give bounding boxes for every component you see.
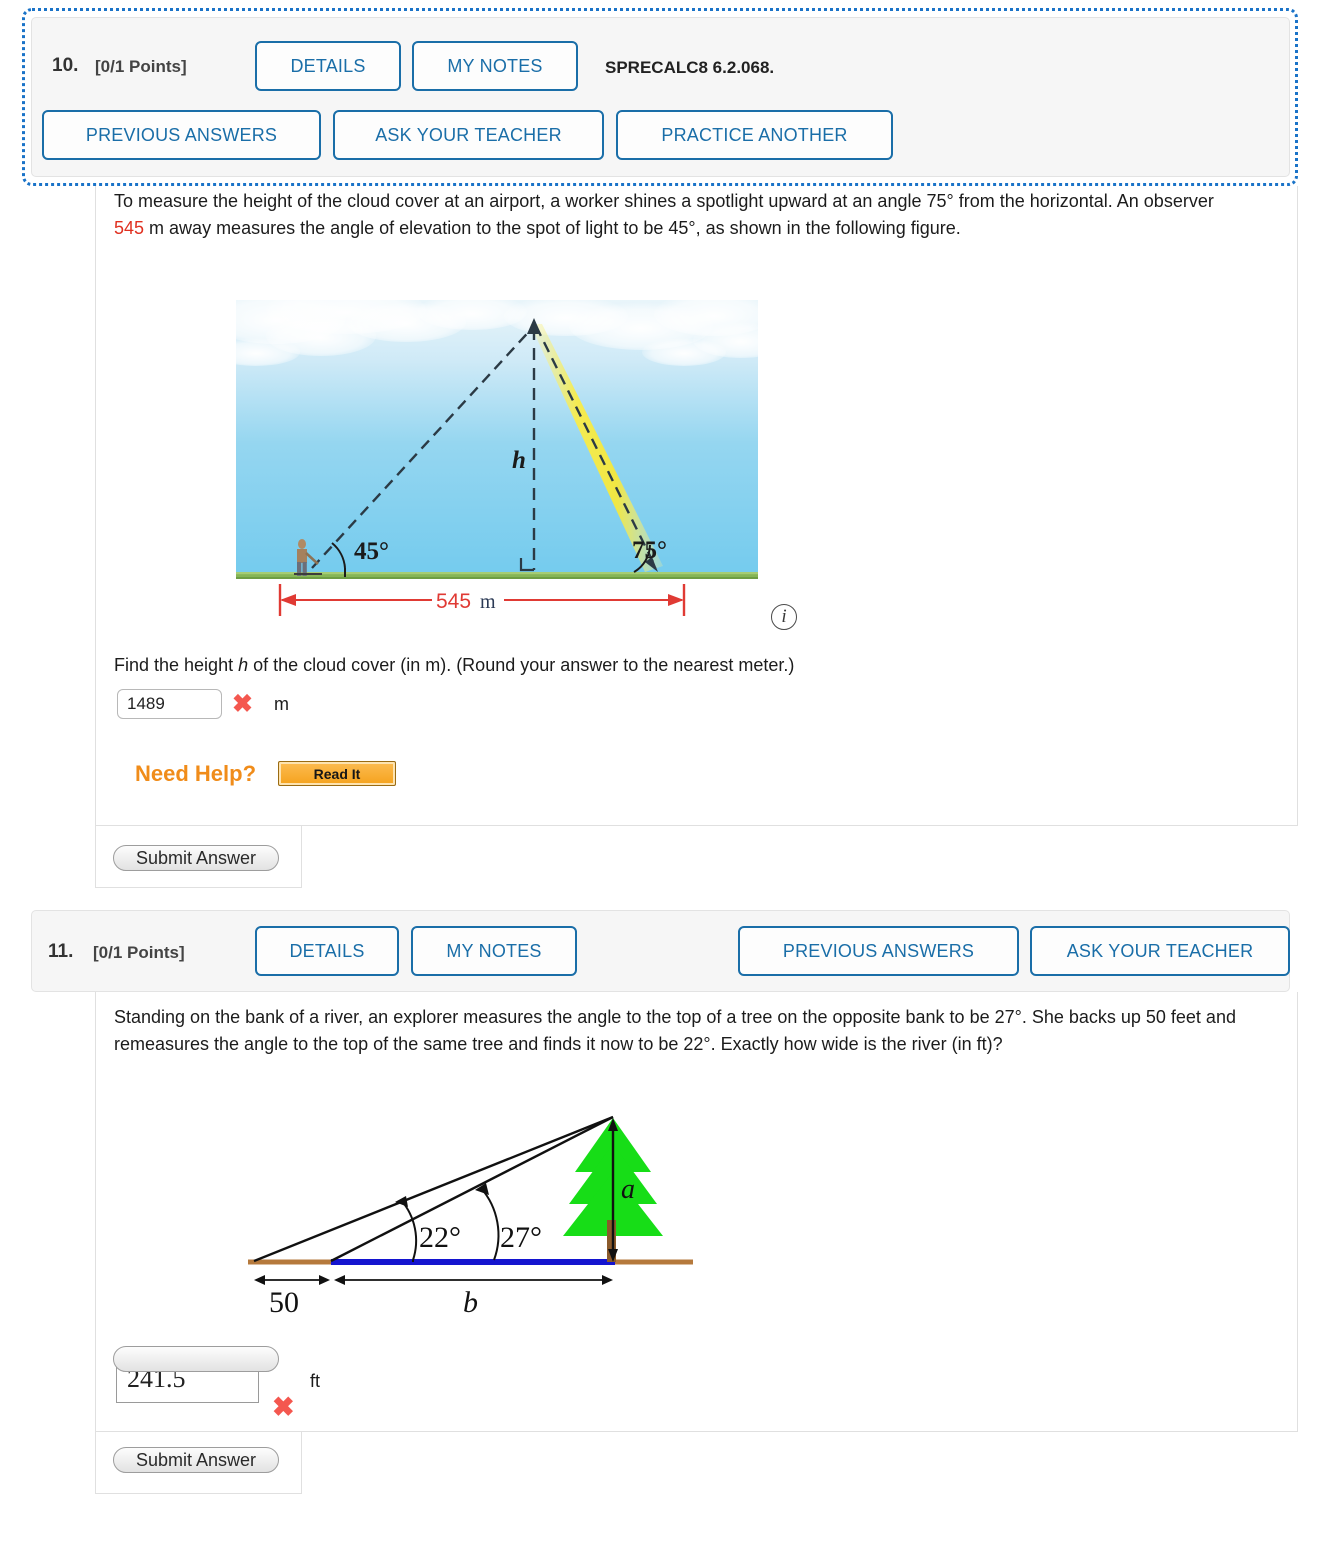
problem-11-figure [243,1100,703,1335]
problem-10-details-button[interactable]: DETAILS [255,41,401,91]
problem-11-submit-button-hidden [113,1346,279,1372]
svg-text:45°: 45° [354,538,389,565]
problem-11-my-notes-button[interactable]: MY NOTES [411,926,577,976]
svg-text:h: h [512,447,526,474]
problem-11-previous-answers-button[interactable]: PREVIOUS ANSWERS [738,926,1019,976]
problem-10-need-help-label: Need Help? [135,761,257,786]
svg-text:50: 50 [269,1286,299,1319]
problem-10-number: 10. [52,55,79,76]
problem-11-submit-button[interactable]: Submit Answer [113,1447,279,1473]
problem-10-points: [0/1 Points] [95,57,187,76]
problem-10-previous-answers-button[interactable]: PREVIOUS ANSWERS [42,110,321,160]
svg-text:m: m [480,591,496,613]
problem-11-points: [0/1 Points] [93,943,185,962]
problem-10-answer-input[interactable] [117,689,222,719]
svg-text:27°: 27° [500,1221,542,1254]
problem-10-prompt-distance: 545 [114,218,145,238]
problem-10-prompt-part1: To measure the height of the cloud cover at an airport, a worker shines a spotlight upward at an angle 75° from the horizontal. An observer [114,191,1214,211]
problem-10-figure [236,300,758,613]
problem-10-read-it-button[interactable]: Read It [278,761,396,786]
problem-10-question-var: h [238,655,249,675]
svg-text:b: b [463,1286,478,1319]
problem-10-code: SPRECALC8 6.2.068. [605,58,775,77]
problem-11-answer-unit: ft [310,1371,321,1391]
svg-text:75°: 75° [632,537,667,564]
problem-10-practice-another-button[interactable]: PRACTICE ANOTHER [616,110,893,160]
problem-10-my-notes-button[interactable]: MY NOTES [412,41,578,91]
problem-11-ask-your-teacher-button[interactable]: ASK YOUR TEACHER [1030,926,1290,976]
problem-11-incorrect-icon: ✖ [272,1392,295,1422]
problem-10-question-post: of the cloud cover (in m). (Round your answer to the nearest meter.) [248,655,795,675]
problem-10-prompt-part2: m away measures the angle of elevation to the spot of light to be 45°, as shown in the following figure. [144,218,961,238]
problem-10-ask-your-teacher-button[interactable]: ASK YOUR TEACHER [333,110,604,160]
problem-11-prompt: Standing on the bank of a river, an explorer measures the angle to the top of a tree on the opposite bank to be 27°. She backs up 50 feet and remeasures the angle to the top of the same tree and finds it now to be 22°. Exactly how wide is the river (in ft)? [114,1007,1236,1054]
svg-text:22°: 22° [419,1221,461,1254]
svg-text:545: 545 [436,590,472,613]
problem-11-details-button[interactable]: DETAILS [255,926,399,976]
problem-10-question [114,652,1114,679]
problem-10-incorrect-icon: ✖ [232,690,253,718]
problem-11-number: 11. [48,941,74,962]
figure-info-icon[interactable]: i [771,604,797,630]
problem-10-prompt [114,188,1224,242]
problem-10-question-pre: Find the height [114,655,239,675]
problem-10-submit-button[interactable]: Submit Answer [113,845,279,871]
problem-10-answer-unit: m [274,694,289,714]
svg-text:a: a [621,1174,635,1205]
